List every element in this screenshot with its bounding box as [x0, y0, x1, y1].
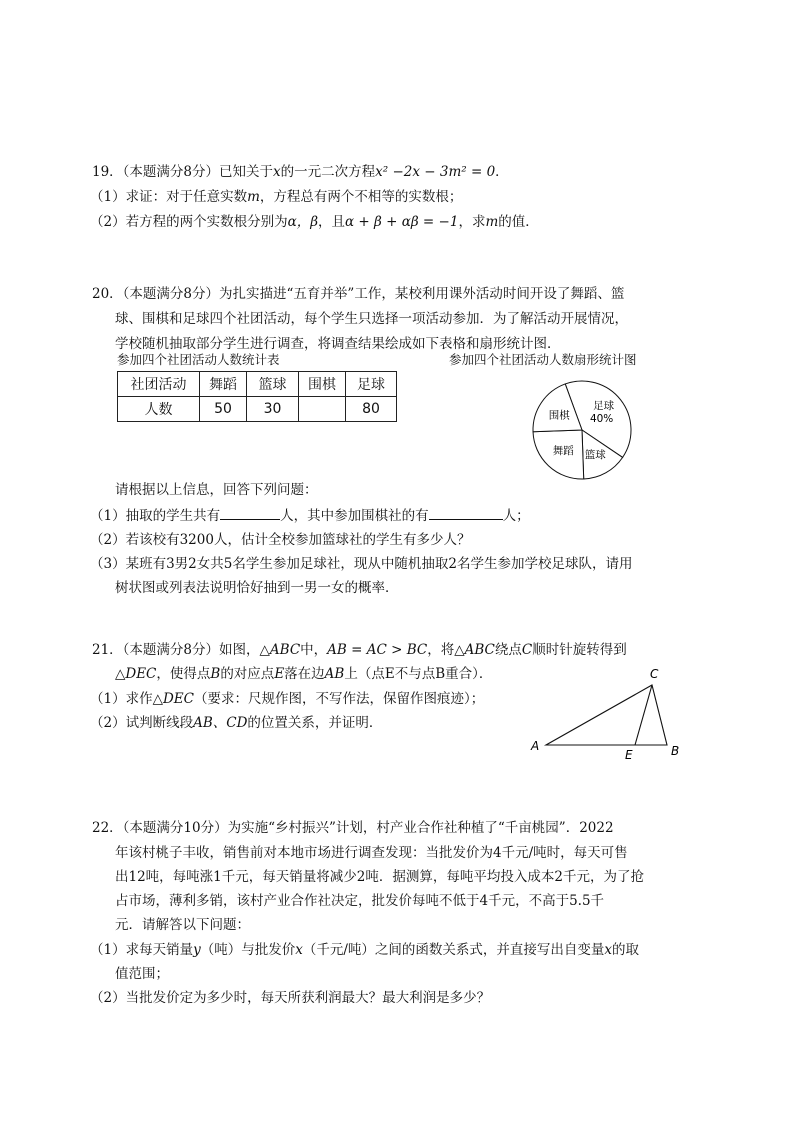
table-header-cell: 足球	[346, 372, 397, 397]
table-header-cell: 篮球	[247, 372, 299, 397]
triangle-abc	[546, 685, 667, 745]
table-cell: 80	[346, 397, 397, 422]
q19-part2-mid: ，且	[318, 214, 346, 230]
q21-text: ，使得点	[156, 666, 211, 682]
q19-stem-mid: 的一元二次方程	[280, 164, 376, 180]
q20-table-caption: 参加四个社团活动人数统计表	[117, 352, 280, 367]
q20-stem-line1: 20．（本题满分8分）为扎实描进“五育并举”工作，某校利用课外活动时间开设了舞蹈、篮	[92, 286, 625, 302]
q21-condition: AB = AC > BC	[327, 642, 428, 658]
q21-text: 的对应点	[220, 666, 275, 682]
q21-text: ，将	[427, 642, 455, 658]
q21-triangle: △DEC	[152, 691, 194, 707]
q19-stem-text: 19．（本题满分8分）已知关于	[92, 164, 274, 180]
q20-part3-line1: （3）某班有3男2女共5名学生参加足球社，现从中随机抽取2名学生参加学校足球队，请用	[90, 556, 633, 572]
table-cell: 人数	[118, 397, 200, 422]
label-a: A	[531, 739, 540, 753]
q22-text: （吨）与批发价	[200, 942, 296, 958]
q19-stem	[92, 162, 509, 182]
q21-triangle: △ABC	[259, 642, 301, 658]
q19-part1-text: （1）求证：对于任意实数	[90, 189, 248, 205]
q20-part1	[90, 505, 530, 526]
q21-point: C	[521, 642, 533, 658]
label-e: E	[625, 748, 633, 762]
q20-stem-line2: 球、围棋和足球四个社团活动，每个学生只选择一项活动参加．为了解活动开展情况，	[115, 311, 628, 327]
table-header-row	[118, 372, 397, 397]
q20-part1-text-b: 人，其中参加围棋社的有	[280, 508, 429, 524]
table-cell: 30	[247, 397, 299, 422]
q21-stem-line1	[92, 640, 627, 660]
pie-slice-label: 篮球	[584, 448, 606, 461]
q22-text: （1）求每天销量	[90, 942, 194, 958]
q21-part1	[90, 689, 484, 709]
pie-slice-label: 足球	[593, 400, 615, 413]
pie-slices	[533, 381, 631, 479]
q21-part2	[90, 713, 382, 733]
q19-part2-var: m	[485, 214, 499, 230]
q22-stem-line2: 年该村桃子丰收，销售前对本地市场进行调查发现：当批发价为4千元/吨时，每天可售	[115, 845, 628, 861]
q21-text: 中，	[300, 642, 328, 658]
q22-part2: （2）当批发价定为多少时，每天所获利润最大？最大利润是多少？	[90, 990, 491, 1006]
q21-text: 落在边	[284, 666, 325, 682]
q21-triangle: △ABC	[454, 642, 495, 658]
q19-equation: x² −2x − 3m² = 0	[375, 164, 496, 180]
q21-text: 绕点	[494, 642, 522, 658]
table-cell: 50	[200, 397, 247, 422]
q22-var-y: y	[193, 942, 201, 958]
q20-part1-text-c: 人；	[502, 508, 530, 524]
q19-var-x: x	[273, 164, 281, 180]
q22-var-x: x	[604, 942, 613, 958]
q20-part2: （2）若该校有3200人，估计全校参加篮球社的学生有多少人？	[90, 532, 471, 548]
q19-part1	[90, 187, 462, 207]
q21-text: （2）试判断线段	[90, 715, 194, 731]
q19-part2-mid2: ，求	[458, 214, 486, 230]
q22-part1-line1	[90, 940, 639, 960]
q22-stem-line1: 22．（本题满分10分）为实施“乡村振兴”计划，村产业合作社种植了“千亩桃园”．2022	[92, 820, 614, 836]
q21-stem-line2	[115, 664, 492, 684]
q19-part2	[90, 212, 539, 232]
table-cell	[299, 397, 346, 422]
q21-text: （要求：尺规作图，不写作法，保留作图痕迹）；	[193, 691, 485, 707]
q21-text: 上（点E不与点B重合）．	[344, 666, 493, 682]
q19-part2-end: 的值．	[498, 214, 539, 230]
table-header-cell: 社团活动	[118, 372, 200, 397]
q22-part1-line2: 值范围；	[115, 966, 169, 982]
pie-slice-percent-label: 40%	[589, 413, 614, 426]
q22-text: 的取	[612, 942, 640, 958]
q20-stem-line3: 学校随机抽取部分学生进行调查，将调查结果绘成如下表格和扇形统计图．	[115, 336, 561, 352]
q21-segments: AB、CD	[193, 715, 248, 731]
pie-slice-label: 围棋	[548, 409, 570, 422]
answer-blank-weiqi[interactable]	[429, 505, 503, 520]
q21-text: 21．（本题满分8分）如图，	[92, 642, 260, 658]
q19-part2-roots: α，β	[287, 214, 319, 230]
table-row	[118, 397, 397, 422]
q19-stem-end: ．	[495, 164, 509, 180]
q22-stem-line5: 元．请解答以下问题：	[115, 917, 250, 933]
q22-text: （千元/吨）之间的函数关系式，并直接写出自变量	[302, 942, 605, 958]
q21-text: （1）求作	[90, 691, 153, 707]
q21-point: E	[274, 666, 285, 682]
q22-stem-line4: 占市场，薄利多销，该村产业合作社决定，批发价每吨不低于4千元，不高于5.5千	[115, 893, 605, 909]
answer-blank-total[interactable]	[220, 505, 280, 520]
q20-pie-chart	[530, 378, 634, 482]
q20-stats-table	[117, 371, 397, 422]
pie-slice-label: 舞蹈	[552, 445, 574, 458]
q19-part2-cond: α + β + αβ = −1	[345, 214, 459, 230]
q19-part2-text: （2）若方程的两个实数根分别为	[90, 214, 288, 230]
q19-part1-end: ，方程总有两个不相等的实数根；	[259, 189, 463, 205]
table-header-cell: 围棋	[299, 372, 346, 397]
q21-point: B	[210, 666, 221, 682]
segment-ce	[635, 685, 652, 745]
q20-prompt: 请根据以上信息，回答下列问题：	[115, 482, 318, 498]
q20-part3-line2: 树状图或列表法说明恰好抽到一男一女的概率．	[115, 580, 399, 596]
q21-text: 的位置关系，并证明．	[247, 715, 383, 731]
q21-triangle: △DEC	[115, 666, 157, 682]
table-header-cell: 舞蹈	[200, 372, 247, 397]
q21-text: 顺时针旋转得到	[532, 642, 627, 658]
label-b: B	[671, 744, 680, 758]
q19-part1-var: m	[247, 189, 260, 205]
label-c: C	[650, 667, 659, 681]
q21-segment: AB	[324, 666, 345, 682]
q22-var-x: x	[295, 942, 303, 958]
q21-triangle-figure	[525, 664, 695, 764]
q22-stem-line3: 出12吨，每吨涨1千元，每天销量将减少2吨．据测算，每吨平均投入成本2千元，为了抢	[115, 869, 644, 885]
q20-chart-caption: 参加四个社团活动人数扇形统计图	[449, 352, 637, 367]
q20-part1-text-a: （1）抽取的学生共有	[90, 508, 221, 524]
